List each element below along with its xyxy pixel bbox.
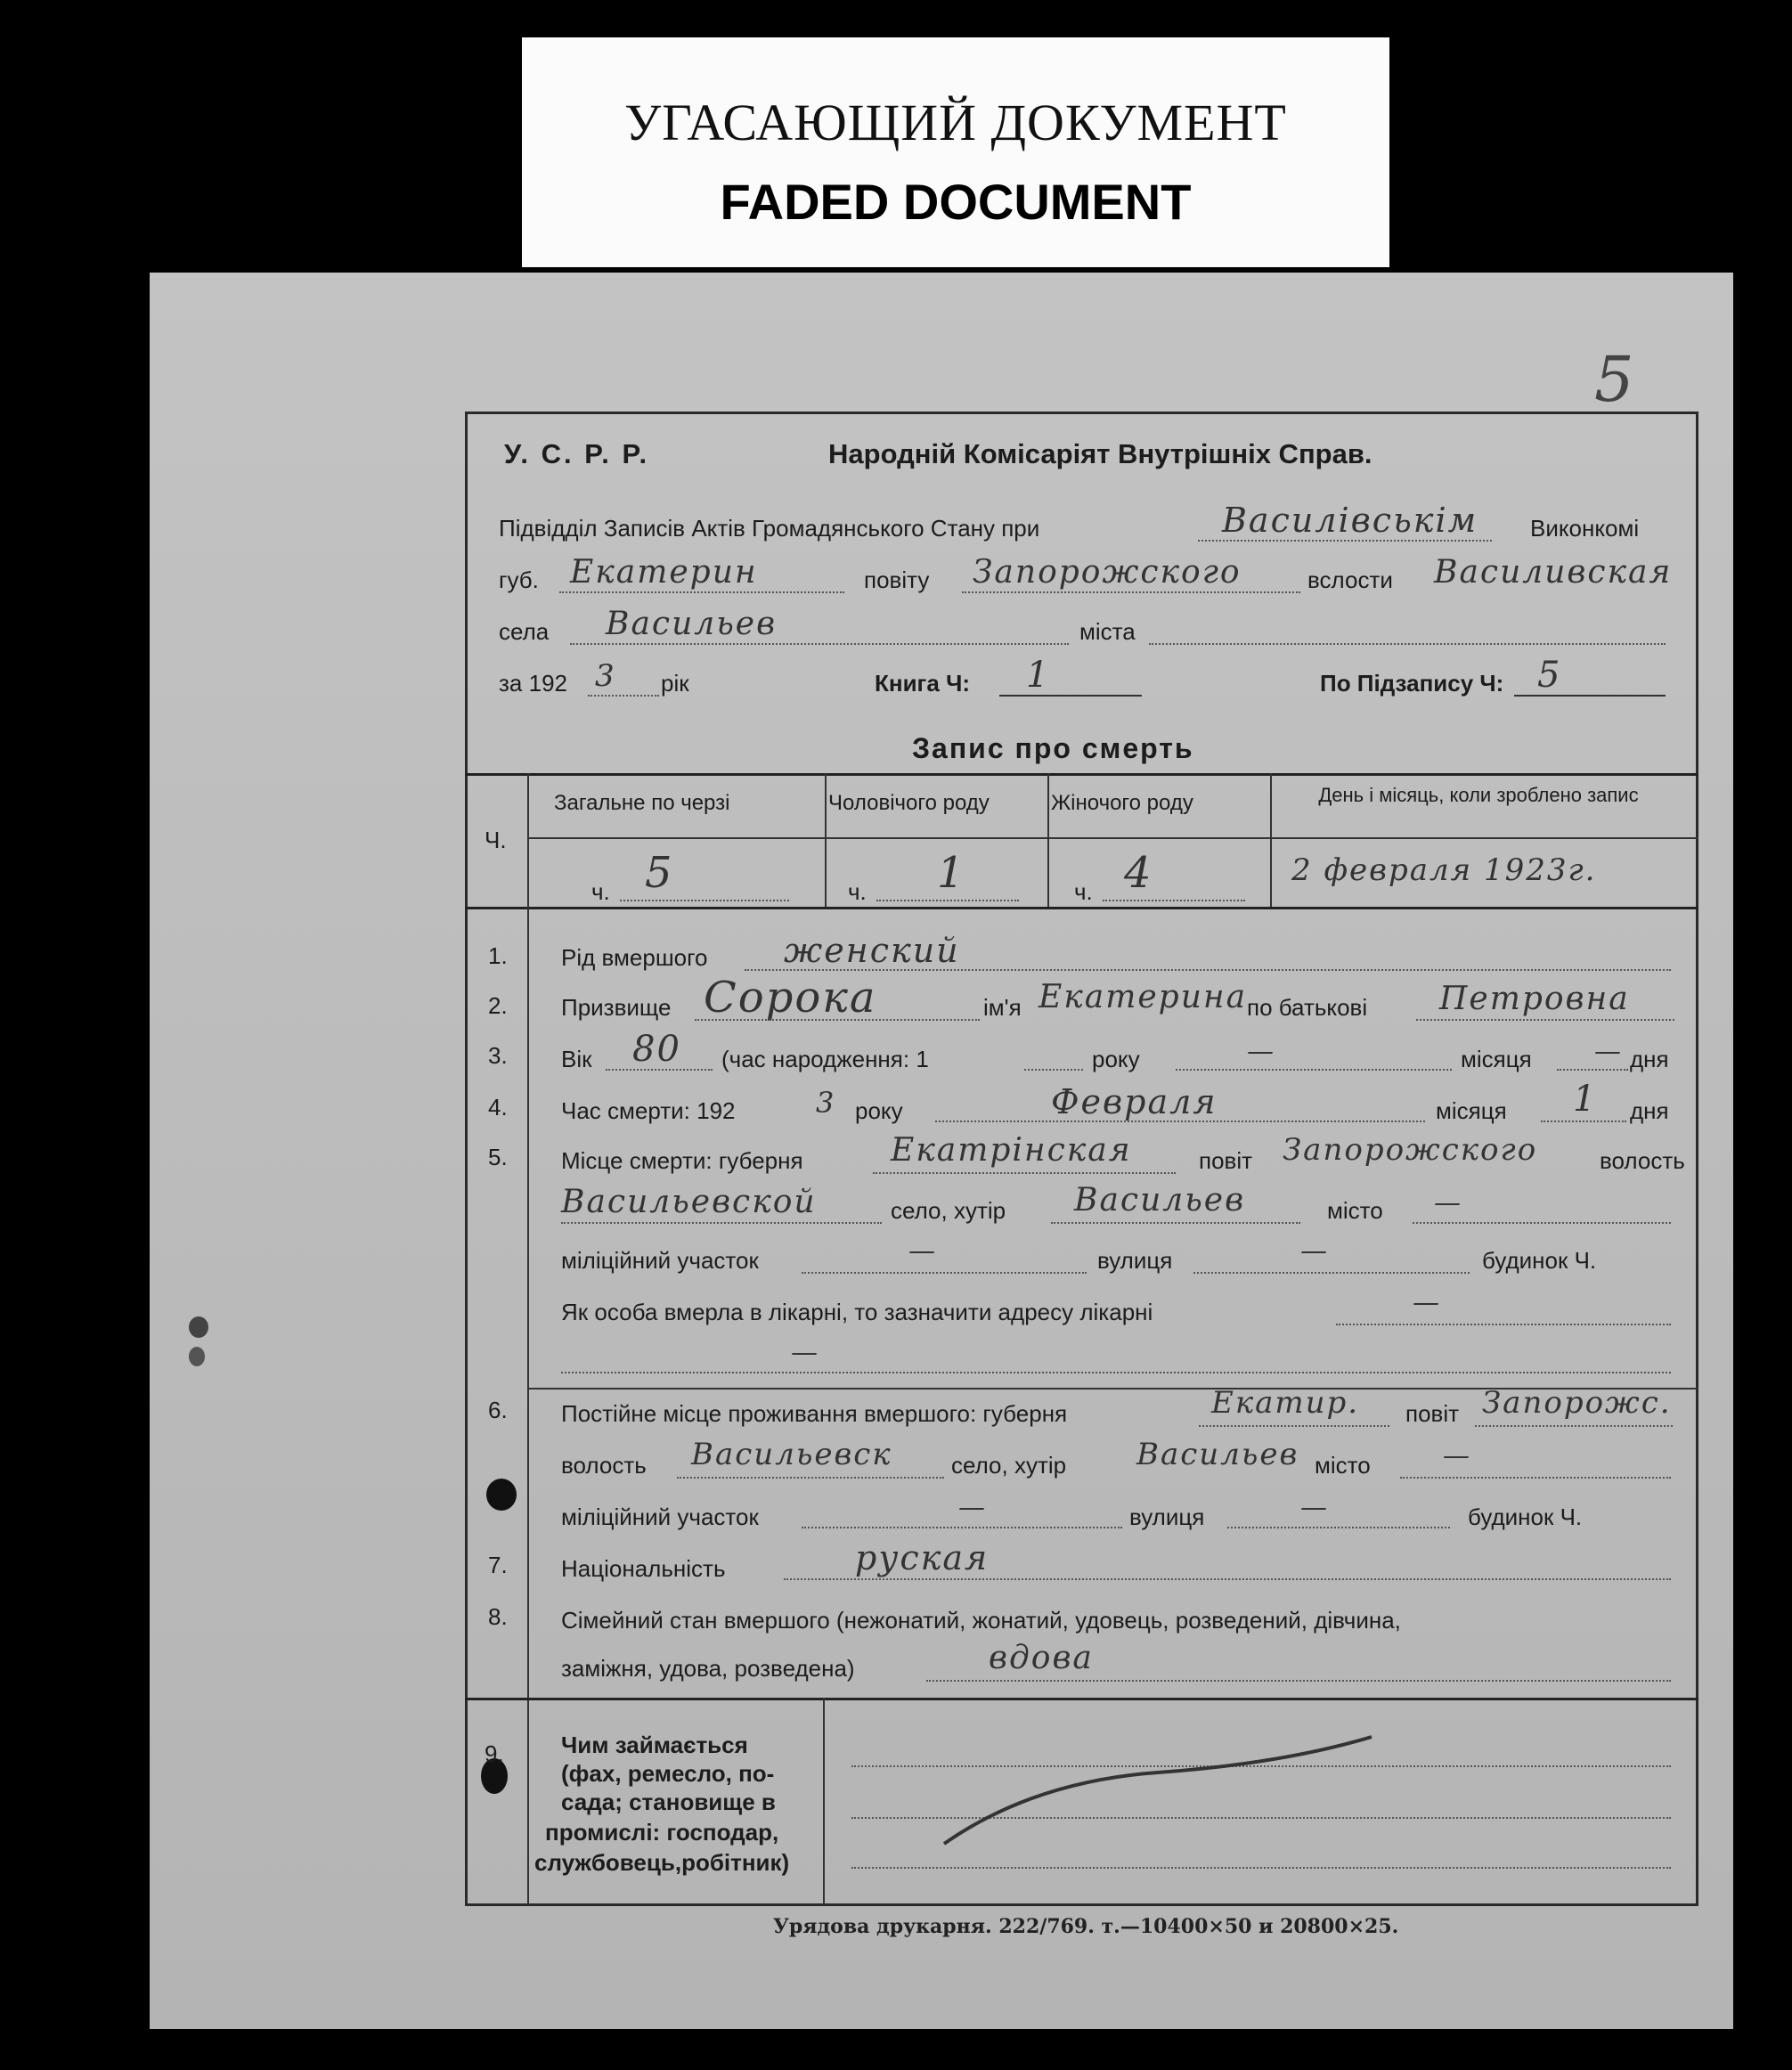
general-value: 5: [645, 848, 674, 898]
col-ch: Ч.: [485, 827, 507, 853]
r9-l5: службовець,робітник): [534, 1849, 790, 1876]
dotline: [1227, 1527, 1450, 1528]
r5-label: Місце смерти: губерня: [561, 1147, 803, 1174]
row9-col: [823, 1698, 825, 1904]
r3-dnia: дня: [1630, 1046, 1669, 1072]
r3-month-value: —: [1247, 1036, 1275, 1067]
r4-month-value: Февраля: [1051, 1082, 1218, 1121]
r6-vulytsia-label: вулиця: [1129, 1504, 1205, 1530]
dotline: [1103, 900, 1245, 901]
year-value: 3: [595, 658, 616, 694]
r4-year-value: 3: [816, 1086, 836, 1120]
strike-through-mark: [926, 1728, 1389, 1853]
pidzapys-value: 5: [1537, 655, 1562, 696]
r4-dnia: дня: [1630, 1097, 1669, 1124]
general-prefix: ч.: [591, 878, 610, 905]
faded-document-label: [522, 37, 1389, 267]
r5-vulytsia-label: вулиця: [1097, 1247, 1173, 1274]
r5-milits-label: міліційний участок: [561, 1247, 759, 1274]
header-vykonkom: Виконкомі: [1530, 515, 1640, 542]
dotline: [677, 1477, 944, 1479]
r5-misto-label: місто: [1327, 1197, 1383, 1224]
row-number: 9.: [485, 1740, 504, 1767]
r5-vulytsia-value: —: [1300, 1235, 1329, 1267]
row-number: 2.: [488, 992, 508, 1019]
r6-label: Постійне місце проживання вмершого: губерня: [561, 1400, 1068, 1427]
r6-milits-label: міліційний участок: [561, 1504, 759, 1530]
dotline: [1198, 540, 1492, 542]
r2-name-label: ім'я: [983, 994, 1022, 1021]
row-number: 5.: [488, 1144, 508, 1170]
female-value: 4: [1124, 848, 1153, 898]
r5-misto-value: —: [1434, 1187, 1462, 1218]
r2-patr-value: Петровна: [1439, 981, 1630, 1017]
pidzapys-label: По Підзапису Ч:: [1320, 670, 1504, 697]
r3-day-value: —: [1594, 1036, 1623, 1067]
dotline: [1199, 1425, 1389, 1427]
dotline: [851, 1867, 1671, 1869]
dotline: [873, 1172, 1176, 1174]
dotline: [1149, 643, 1666, 645]
r9-l1: Чим займається: [561, 1732, 748, 1758]
volost-label: вслости: [1307, 566, 1393, 593]
dotline: [570, 643, 1069, 645]
header-subdept-value: Василівськім: [1222, 501, 1478, 540]
r6-volost-label: волость: [561, 1452, 647, 1479]
section-divider: [465, 1698, 1698, 1700]
col-general: Загальне по черзі: [554, 791, 730, 815]
r6-budynok-label: будинок Ч.: [1468, 1504, 1583, 1530]
r6-misto-label: місто: [1315, 1452, 1371, 1479]
r5-budynok-label: будинок Ч.: [1482, 1247, 1597, 1274]
header-subdept: Підвідділ Записів Актів Громадянського Стану при: [499, 515, 1040, 542]
r3-age-value: 80: [632, 1029, 681, 1070]
dotline: [695, 1019, 980, 1021]
dotline: [1475, 1425, 1673, 1427]
date-value: 2 февраля 1923г.: [1291, 852, 1597, 888]
r3-misiatsia: місяця: [1461, 1046, 1532, 1072]
table-col: [1270, 773, 1272, 907]
volost-value: Василивская: [1434, 554, 1673, 591]
r5-povit-value: Запорожского: [1283, 1132, 1538, 1168]
dotline: [802, 1272, 1087, 1274]
r5-volost-label: волость: [1600, 1147, 1685, 1174]
r7-label: Національність: [561, 1555, 726, 1582]
r5-hosp-value2: —: [791, 1337, 819, 1368]
row-number: 8.: [488, 1603, 508, 1630]
label-ru: УГАСАЮЩИЙ ДОКУМЕНТ: [624, 94, 1287, 151]
r5-selo-label: село, хутір: [891, 1197, 1006, 1224]
r3-roku: року: [1092, 1046, 1140, 1072]
dotline: [745, 969, 1671, 971]
r6-vulytsia-value: —: [1300, 1492, 1329, 1523]
r4-label: Час смерти: 192: [561, 1097, 736, 1124]
r3-birth-label: (час народження: 1: [721, 1046, 929, 1072]
r1-label: Рід вмершого: [561, 944, 708, 971]
r2-surname-value: Сорока: [704, 973, 877, 1023]
r4-day-value: 1: [1573, 1079, 1598, 1120]
kniga-line: [999, 695, 1142, 697]
dotline: [620, 900, 789, 901]
dotline: [784, 1578, 1671, 1580]
r9-l2: (фах, ремесло, по-: [561, 1760, 775, 1787]
table-col: [527, 773, 529, 907]
printer-footer: Урядова друкарня. 222/769. т.—10400×50 и 20800×25.: [773, 1915, 1399, 1938]
row-number: 1.: [488, 942, 508, 969]
r1-value: женский: [784, 931, 960, 970]
r6-gub-value: Екатир.: [1211, 1385, 1360, 1421]
table-bottom: [465, 907, 1698, 909]
header-commissariat: Народній Комісаріят Внутрішніх Справ.: [828, 438, 1373, 469]
row-number: 4.: [488, 1094, 508, 1121]
r5-hosp-value: —: [1413, 1287, 1441, 1318]
gub-value: Екатерин: [570, 554, 758, 591]
header-usrr: У. С. Р. Р.: [504, 438, 650, 469]
r6-misto-value: —: [1443, 1440, 1471, 1471]
dotline: [1336, 1324, 1671, 1325]
record-title: Запис про смерть: [912, 732, 1194, 764]
r6-povit-value: Запорожс.: [1482, 1385, 1672, 1421]
r5-selo-value: Васильев: [1074, 1182, 1246, 1218]
r4-misiatsia: місяця: [1436, 1097, 1507, 1124]
dotline: [561, 1372, 1671, 1373]
kniga-value: 1: [1026, 655, 1051, 696]
povit-label: повіту: [864, 566, 930, 593]
table-col: [1047, 773, 1049, 907]
col-date: День і місяць, коли зроблено запис: [1318, 784, 1639, 806]
dotline: [962, 591, 1300, 593]
dotline: [606, 1069, 713, 1071]
r8-value: вдова: [989, 1640, 1094, 1676]
r8-label1: Сімейний стан вмершого (нежонатий, жонатий, удовець, розведений, дівчина,: [561, 1607, 1401, 1634]
table-top: [465, 773, 1698, 776]
dotline: [1176, 1069, 1452, 1071]
dotline: [559, 591, 844, 593]
dotline: [1416, 1019, 1674, 1021]
row-number: 3.: [488, 1042, 508, 1069]
r9-l4: промислі: господар,: [545, 1819, 779, 1846]
col-female: Жіночого роду: [1051, 791, 1193, 815]
r6-milits-value: —: [958, 1492, 987, 1523]
row-number: 6.: [488, 1397, 508, 1423]
year-label: за 192: [499, 670, 567, 697]
r5-gub-value: Екатрінская: [891, 1132, 1132, 1169]
r6-selo-value: Васильев: [1136, 1437, 1299, 1472]
row-number: 7.: [488, 1552, 508, 1578]
stain: [189, 1316, 208, 1338]
pidzapys-line: [1514, 695, 1666, 697]
dotline: [1541, 1121, 1626, 1122]
page-number: 5: [1594, 343, 1634, 416]
sela-label: села: [499, 618, 550, 645]
r9-l3: сада; становище в: [561, 1789, 776, 1815]
male-prefix: ч.: [848, 878, 867, 905]
r4-roku: року: [855, 1097, 903, 1124]
dotline: [561, 1222, 882, 1224]
r5-volost-value: Васильевской: [561, 1184, 817, 1220]
dotline: [1413, 1222, 1671, 1224]
female-prefix: ч.: [1074, 878, 1093, 905]
dotline: [1557, 1069, 1628, 1071]
dotline: [1193, 1272, 1470, 1274]
table-col: [825, 773, 827, 907]
r6-volost-value: Васильевск: [691, 1437, 892, 1472]
sela-value: Васильев: [606, 606, 778, 642]
r6-povit-label: повіт: [1405, 1400, 1460, 1427]
r5-milits-value: —: [908, 1235, 937, 1267]
r6-selo-label: село, хутір: [951, 1452, 1067, 1479]
dotline: [1400, 1477, 1671, 1479]
mista-label: міста: [1079, 618, 1136, 645]
male-value: 1: [937, 848, 966, 898]
rows-col: [527, 907, 529, 1904]
r5-povit-label: повіт: [1199, 1147, 1253, 1174]
r5-hosp-label: Як особа вмерла в лікарні, то зазначити адресу лікарні: [561, 1299, 1153, 1325]
col-male: Чоловічого роду: [828, 791, 990, 815]
dotline: [1024, 1069, 1083, 1071]
rik-label: рік: [661, 670, 689, 697]
r2-patr-label: по батькові: [1247, 994, 1368, 1021]
dotline: [1051, 1222, 1300, 1224]
r3-age-label: Вік: [561, 1046, 592, 1072]
gub-label: губ.: [499, 566, 539, 593]
label-en: FADED DOCUMENT: [720, 174, 1192, 230]
r2-surname-label: Призвище: [561, 994, 672, 1021]
dotline: [588, 695, 659, 697]
dotline: [876, 900, 1019, 901]
povit-value: Запорожского: [973, 554, 1242, 591]
r8-label2: заміжня, удова, розведена): [561, 1655, 855, 1682]
kniga-label: Книга Ч:: [875, 670, 970, 697]
dotline: [935, 1121, 1425, 1122]
table-mid: [527, 837, 1698, 839]
dotline: [802, 1527, 1122, 1528]
r7-value: руская: [855, 1538, 990, 1577]
r2-name-value: Екатерина: [1039, 979, 1248, 1015]
dotline: [926, 1680, 1671, 1682]
stain: [189, 1347, 205, 1366]
